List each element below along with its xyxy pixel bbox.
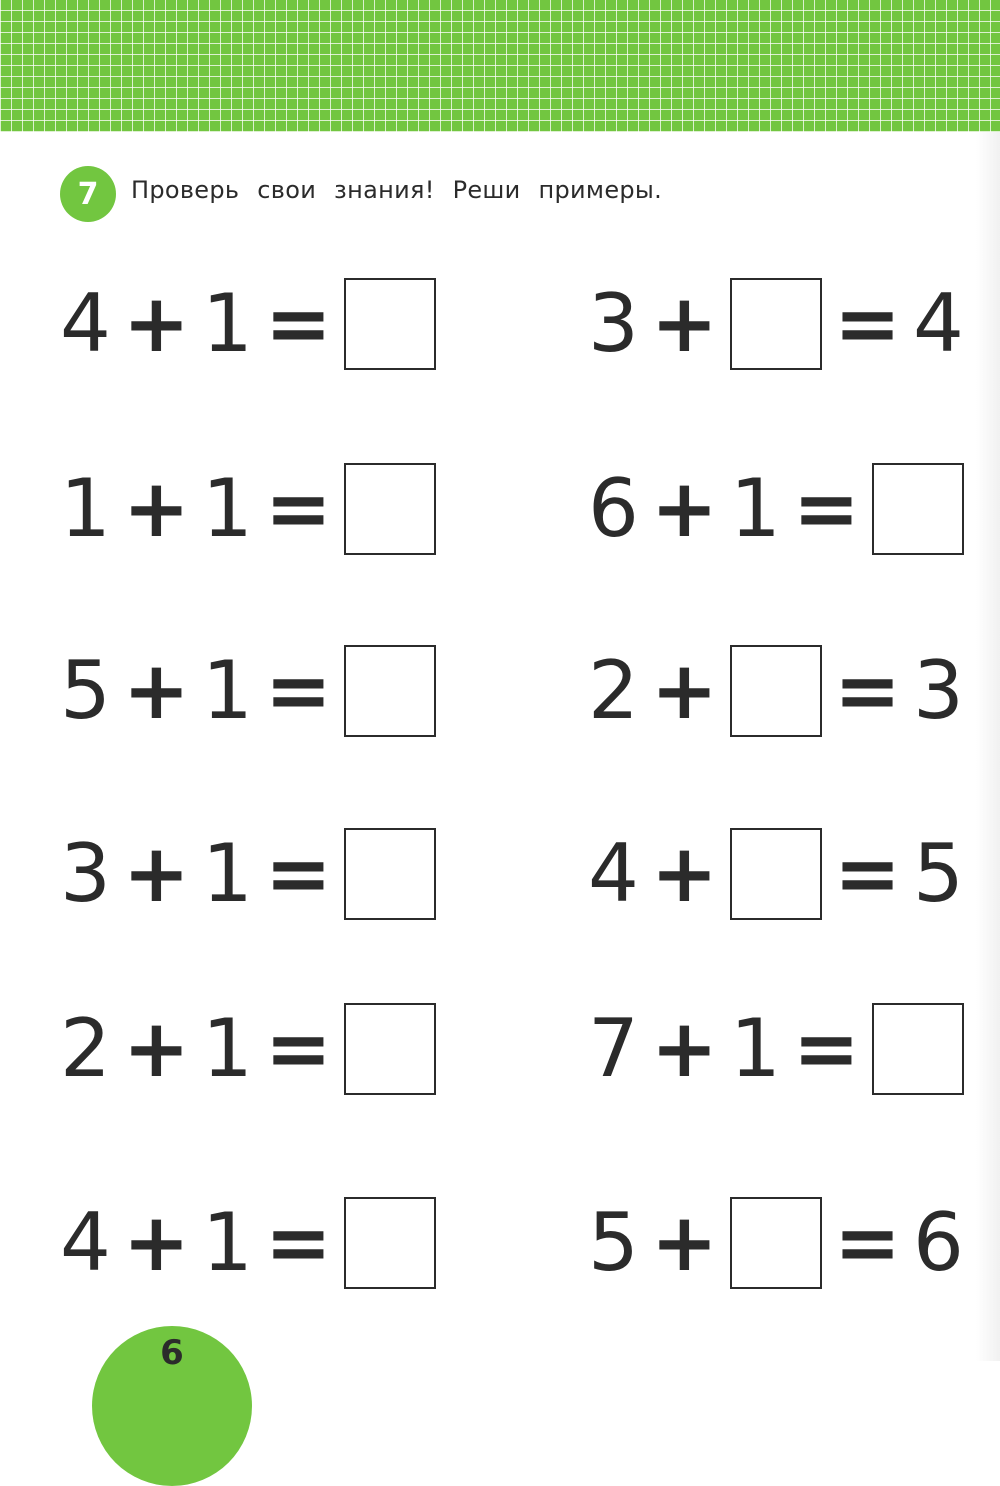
answer-box[interactable] bbox=[344, 645, 436, 737]
equation-left-6 bbox=[60, 1195, 436, 1291]
plus-sign: + bbox=[122, 1196, 190, 1289]
equation-right-1 bbox=[588, 276, 964, 372]
equals-sign: = bbox=[792, 462, 860, 555]
equals-sign: = bbox=[792, 1002, 860, 1095]
answer-box[interactable] bbox=[344, 1197, 436, 1289]
equation-left-3 bbox=[60, 643, 436, 739]
result: 3 bbox=[912, 644, 964, 737]
operand-a: 1 bbox=[60, 462, 111, 555]
operand-a: 5 bbox=[60, 644, 111, 737]
answer-box[interactable] bbox=[730, 645, 822, 737]
equals-sign: = bbox=[264, 462, 332, 555]
equals-sign: = bbox=[264, 827, 332, 920]
result: 5 bbox=[912, 827, 964, 920]
operand-a: 6 bbox=[588, 462, 639, 555]
equation-right-2 bbox=[588, 461, 964, 557]
operand-b: 1 bbox=[201, 644, 253, 737]
plus-sign: + bbox=[650, 1196, 718, 1289]
operand-a: 3 bbox=[60, 827, 111, 920]
plus-sign: + bbox=[122, 644, 190, 737]
answer-box[interactable] bbox=[872, 1003, 964, 1095]
answer-box[interactable] bbox=[344, 828, 436, 920]
operand-b: 1 bbox=[201, 1196, 253, 1289]
page-number: 6 bbox=[92, 1326, 252, 1486]
equals-sign: = bbox=[264, 644, 332, 737]
task-number-badge: 7 bbox=[60, 166, 116, 222]
operand-a: 4 bbox=[60, 1196, 111, 1289]
plus-sign: + bbox=[122, 827, 190, 920]
plus-sign: + bbox=[650, 827, 718, 920]
result: 6 bbox=[912, 1196, 964, 1289]
answer-box[interactable] bbox=[344, 1003, 436, 1095]
plus-sign: + bbox=[122, 277, 190, 370]
operand-b: 1 bbox=[729, 1002, 781, 1095]
answer-box[interactable] bbox=[730, 1197, 822, 1289]
answer-box[interactable] bbox=[344, 278, 436, 370]
equals-sign: = bbox=[833, 644, 901, 737]
answer-box[interactable] bbox=[730, 278, 822, 370]
operand-a: 4 bbox=[60, 277, 111, 370]
plus-sign: + bbox=[650, 462, 718, 555]
equals-sign: = bbox=[833, 277, 901, 370]
operand-a: 7 bbox=[588, 1002, 639, 1095]
operand-a: 2 bbox=[60, 1002, 111, 1095]
equals-sign: = bbox=[833, 1196, 901, 1289]
equation-right-4 bbox=[588, 826, 964, 922]
equation-right-5 bbox=[588, 1001, 964, 1097]
operand-a: 5 bbox=[588, 1196, 639, 1289]
operand-b: 1 bbox=[729, 462, 781, 555]
result: 4 bbox=[912, 277, 964, 370]
equals-sign: = bbox=[833, 827, 901, 920]
equation-right-6 bbox=[588, 1195, 964, 1291]
plus-sign: + bbox=[650, 277, 718, 370]
operand-b: 1 bbox=[201, 1002, 253, 1095]
equation-right-3 bbox=[588, 643, 964, 739]
equals-sign: = bbox=[264, 1196, 332, 1289]
operand-b: 1 bbox=[201, 462, 253, 555]
plus-sign: + bbox=[122, 1002, 190, 1095]
answer-box[interactable] bbox=[344, 463, 436, 555]
answer-box[interactable] bbox=[872, 463, 964, 555]
equation-left-4 bbox=[60, 826, 436, 922]
equals-sign: = bbox=[264, 277, 332, 370]
operand-a: 4 bbox=[588, 827, 639, 920]
equals-sign: = bbox=[264, 1002, 332, 1095]
plus-sign: + bbox=[650, 1002, 718, 1095]
equation-left-2 bbox=[60, 461, 436, 557]
operand-b: 1 bbox=[201, 827, 253, 920]
plus-sign: + bbox=[650, 644, 718, 737]
grid-header-band bbox=[0, 0, 1000, 132]
task-instruction: Проверь свои знания! Реши примеры. bbox=[131, 176, 663, 204]
answer-box[interactable] bbox=[730, 828, 822, 920]
operand-a: 2 bbox=[588, 644, 639, 737]
equation-left-1 bbox=[60, 276, 436, 372]
page-edge-shadow bbox=[976, 132, 1000, 1361]
plus-sign: + bbox=[122, 462, 190, 555]
operand-a: 3 bbox=[588, 277, 639, 370]
operand-b: 1 bbox=[201, 277, 253, 370]
equation-left-5 bbox=[60, 1001, 436, 1097]
